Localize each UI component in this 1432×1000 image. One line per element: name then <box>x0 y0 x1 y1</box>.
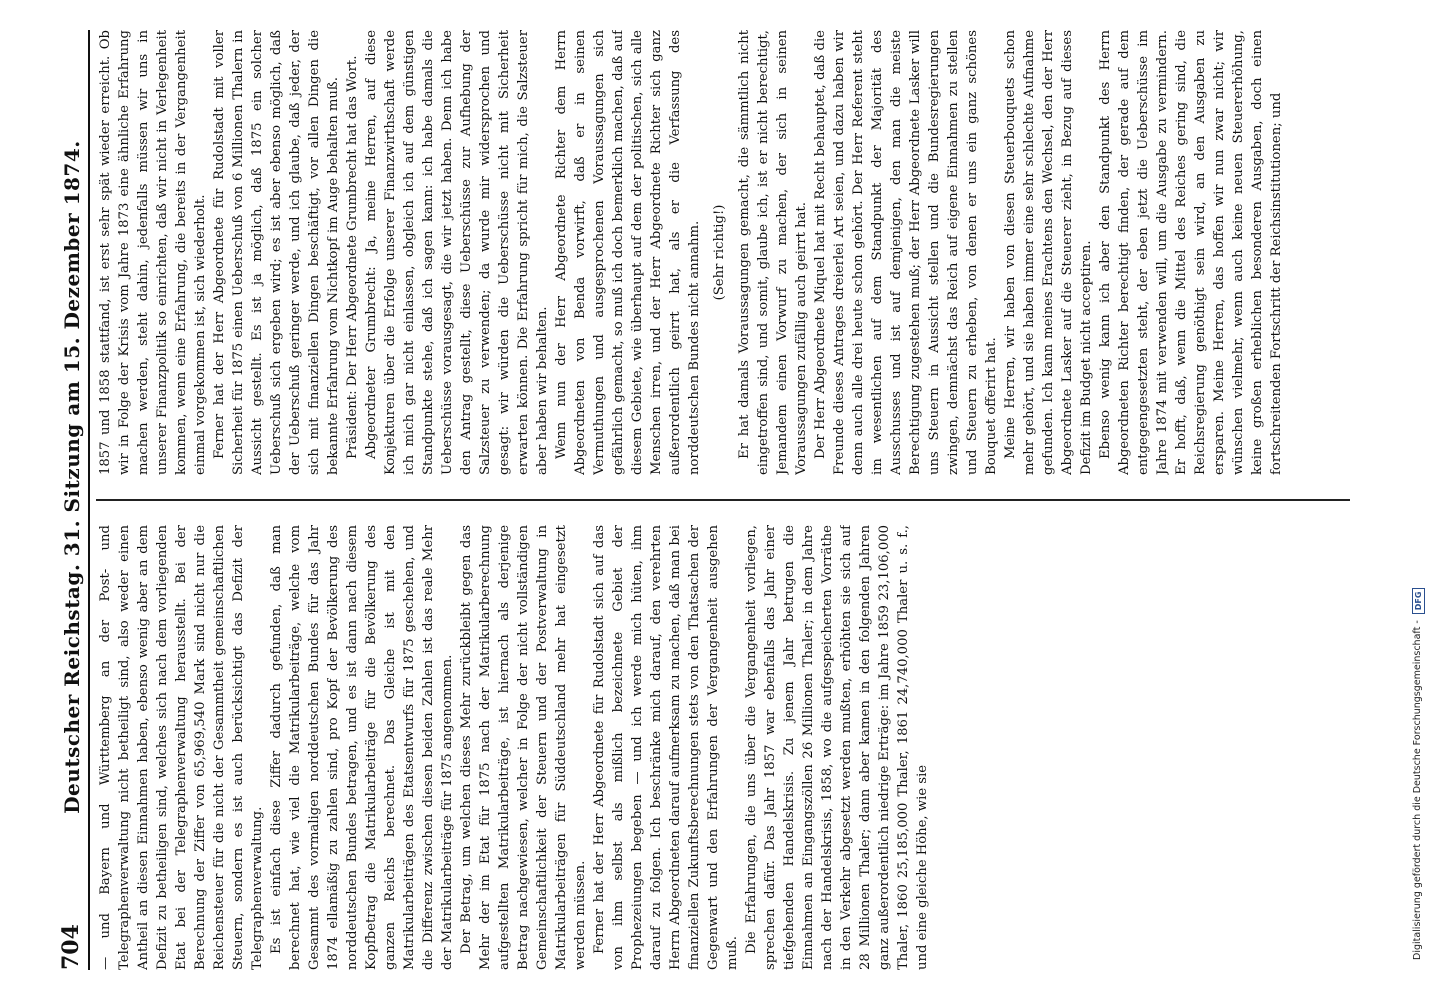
paragraph: Wenn nun der Herr Abgeordnete Richter dem Herrn Abgeordneten von Benda vorwirft, daß er in seinen Vermuthungen und ausgesprochenen Voraussagungen sich gefährlich gemacht, so muß ich doch bemerklich machen, daß auf diesem Gebiete, wie überhaupt auf dem der politischen, sich alle Menschen irren, und der Herr Abgeordnete Richter sich ganz außerordentlich geirrt hat, als er die Verfassung des norddeutschen Bundes nicht annahm. <box>554 30 702 475</box>
paragraph: Ferner hat der Herr Abgeordnete für Rudolstadt mit voller Sicherheit für 1875 einen Ueberschuß von 6 Millionen Thalern in Aussicht gestellt. Es ist ja möglich, daß 1875 ein solcher Ueberschuß sich ergeben wird; es ist aber ebenso möglich, daß der Ueberschuß geringer werde, und ich glaube, daß jeder, der sich mit finanziellen Dingen beschäftigt, vor allen Dingen die bekannte Erfahrung vom Nichtkopf im Auge behalten muß. <box>212 30 341 475</box>
left-column <box>96 525 1350 970</box>
funding-note-line <box>1408 40 1428 960</box>
right-column <box>96 30 1350 475</box>
paragraph: Der Herr Abgeordnete Miquel hat mit Recht behauptet, daß die Freunde dieses Antrages dreierlei Art seien, und dazu haben wir denn auch alle drei heute schon gehört. Der Herr Referent steht im wesentlichen auf dem Standpunkt der Majorität des Ausschusses und ist auf demjenigen, den man die meiste Berechtigung zugestehen muß; der Herr Abgeordnete Lasker will uns Steuern in Aussicht stellen und die Bundesregierungen zwingen, demnächst das Reich auf eigene Einnahmen zu stellen und Steuern zu erheben, von denen er uns ein ganz schönes Bouquet offerirt hat. <box>813 30 999 475</box>
paragraph: Ebenso wenig kann ich aber den Standpunkt des Herrn Abgeordneten Richter berechtigt finden, der gerade auf dem entgegengesetzten steht, der eben jetzt die Ueberschüsse im Jahre 1874 mit verwenden will, um die Ausgabe zu vermindern. Er hofft, daß, wenn die Mittel des Reiches gering sind, die Reichsregierung genöthigt sein wird, an den Ausgaben zu ersparen. Meine Herren, das hoffen wir nun zwar nicht; wir wünschen vielmehr, wenn auch keine neuen Steuererhöhung, keine großen erheblichen besonderen Ausgaben, doch einen fortschreitenden Fortschritt der Reichsinstitutionen; und <box>1098 30 1284 475</box>
paragraph: Der Betrag, um welchen dieses Mehr zurückbleibt gegen das Mehr der im Etat für 1875 nach der Matrikularberechnung aufgestellten Matrikularbeiträge, ist hiernach als derjenige Betrag nachgewiesen, welcher in Folge der nicht vollständigen Gemeinschaftlichkeit der Steuern und der Postverwaltung in Matrikularbeiträgen für Süddeutschland mehr hat eingesetzt werden müssen. <box>459 525 588 970</box>
paragraph: Er hat damals Voraussagungen gemacht, die sämmtlich nicht eingetroffen sind, und somit, glaube ich, ist er nicht berechtigt, Jemandem einen Vorwurf zu machen, der sich in seinen Voraussagungen zufällig auch geirrt hat. <box>737 30 809 475</box>
paragraph: Es ist einfach diese Ziffer dadurch gefunden, daß man berechnet hat, wie viel die Matrikularbeiträge, welche vom Gesammt des vormaligen norddeutschen Bundes für das Jahr 1874 ellamäßig zu zahlen sind, pro Kopf der Bevölkerung des norddeutschen Bundes betragen, und es ist dann nach diesem Kopfbetrag die Matrikularbeiträge für die Bevölkerung des ganzen Reichs berechnet. Das Gleiche ist mit den Matrikularbeiträgen des Etatsentwurfs für 1875 geschehen, und die Differenz zwischen diesen beiden Zahlen ist das reale Mehr der Matrikularbeiträge für 1875 angenommen. <box>269 525 455 970</box>
running-title: Deutscher Reichstag. 31. Sitzung am 15. Dezember 1874. <box>60 140 84 814</box>
column-divider <box>96 499 1350 501</box>
paragraph: 1857 und 1858 stattfand, ist erst sehr spät wieder erreicht. Ob wir in Folge der Krisis vom Jahre 1873 eine ähnliche Erfahrung machen werden, steht dahin, jedenfalls müssen wir uns in unserer Finanzpolitik so einrichten, daß wir nicht in Verlegenheit kommen, wenn eine Erfahrung, die bereits in der Vergangenheit einmal vorgekommen ist, sich wiederholt. <box>98 30 208 475</box>
speaker-paragraph-president: Präsident: Der Herr Abgeordnete Grumbrecht hat das Wort. <box>345 55 360 459</box>
paragraph: Die Erfahrungen, die uns über die Vergangenheit vorliegen, sprechen dafür. Das Jahr 1857 war ebenfalls das Jahr einer tiefgehenden Handelskrisis. Zu jenem Jahr betrugen die Einnahmen an Eingangszöllen 26 Millionen Thaler; in dem Jahre nach der Handelskrisis, 1858, wo die aufgespeicherten Vorräthe in den Verkehr abgesetzt werden mußten, erhöhten sie sich auf 28 Millionen Thaler; dann aber kamen in den folgenden Jahren ganz außerordentlich niedrige Erträge: im Jahre 1859 23,106,000 Thaler, 1860 25,185,000 Thaler, 1861 24,740,000 Thaler u. s. f., und eine gleiche Höhe, wie sie <box>744 525 930 970</box>
paragraph: Meine Herren, wir haben von diesen Steuerbouquets schon mehr gehört, und sie haben immer eine sehr schlechte Aufnahme gefunden. Ich kann meines Erachtens den Wechsel, den der Herr Abgeordnete Lasker auf die Steuerer zieht, in Bezug auf dieses Defizit im Budget nicht acceptiren. <box>1003 30 1094 475</box>
funding-note: Digitalisierung gefördert durch die Deutsche Forschungsgemeinschaft - <box>1412 620 1423 960</box>
page-number: 704 <box>58 924 84 970</box>
funding-sidebar <box>1408 40 1428 960</box>
interjection: (Sehr richtig!) <box>712 204 727 301</box>
paragraph: — und Bayern und Württemberg an der Post- und Telegraphenverwaltung nicht betheiligt sind, also weder einen Antheil an diesen Einnahmen haben, ebenso wenig aber an dem Defizit zu betheiligen sind, welches sich nach dem vorliegenden Etat bei der Telegraphenverwaltung herausstellt. Bei der Berechnung der Ziffer von 65,969,540 Mark sind nicht nur die Reichensteuer für die nicht der Gesammtheit gemeinschaftlichen Steuern, sondern es ist auch berücksichtigt das Defizit der Telegraphenverwaltung. <box>98 525 265 970</box>
speaker-paragraph-grumbrecht: Abgeordneter Grumbrecht: Ja, meine Herren, auf diese Konjekturen über die Erfolge unserer Finanzwirthschaft werde ich mich gar nicht einlassen, obgleich ich auf dem günstigen Standpunkte stehe, daß ich sagen kann: ich habe damals die Ueberschüsse vorausgesagt, die wir jetzt haben. Denn ich habe den Antrag gestellt, diese Ueberschüsse zur Aufhebung der Salzsteuer zu verwenden; da wurde mir widersprochen und gesagt: wir würden die Ueberschüsse nicht mit Sicherheit erwarten können. Die Erfahrung spricht für mich, die Salzsteuer aber haben wir behalten. <box>364 30 550 475</box>
page-header <box>50 30 90 970</box>
paragraph: Ferner hat der Herr Abgeordnete für Rudolstadt sich auf das von ihm selbst als mißlich bezeichnete Gebiet der Prophezeiungen begeben — und ich werde mich hüten, ihm darauf zu folgen. Ich beschränke mich darauf, den verehrten Herrn Abgeordneten darauf aufmerksam zu machen, daß man bei finanziellen Zukunftsberechnungen stets von den Thatsachen der Gegenwart und den Erfahrungen der Vergangenheit ausgehen muß. <box>592 525 740 970</box>
dfg-logo: DFG <box>1412 588 1425 615</box>
rotated-page <box>10 0 1390 1000</box>
